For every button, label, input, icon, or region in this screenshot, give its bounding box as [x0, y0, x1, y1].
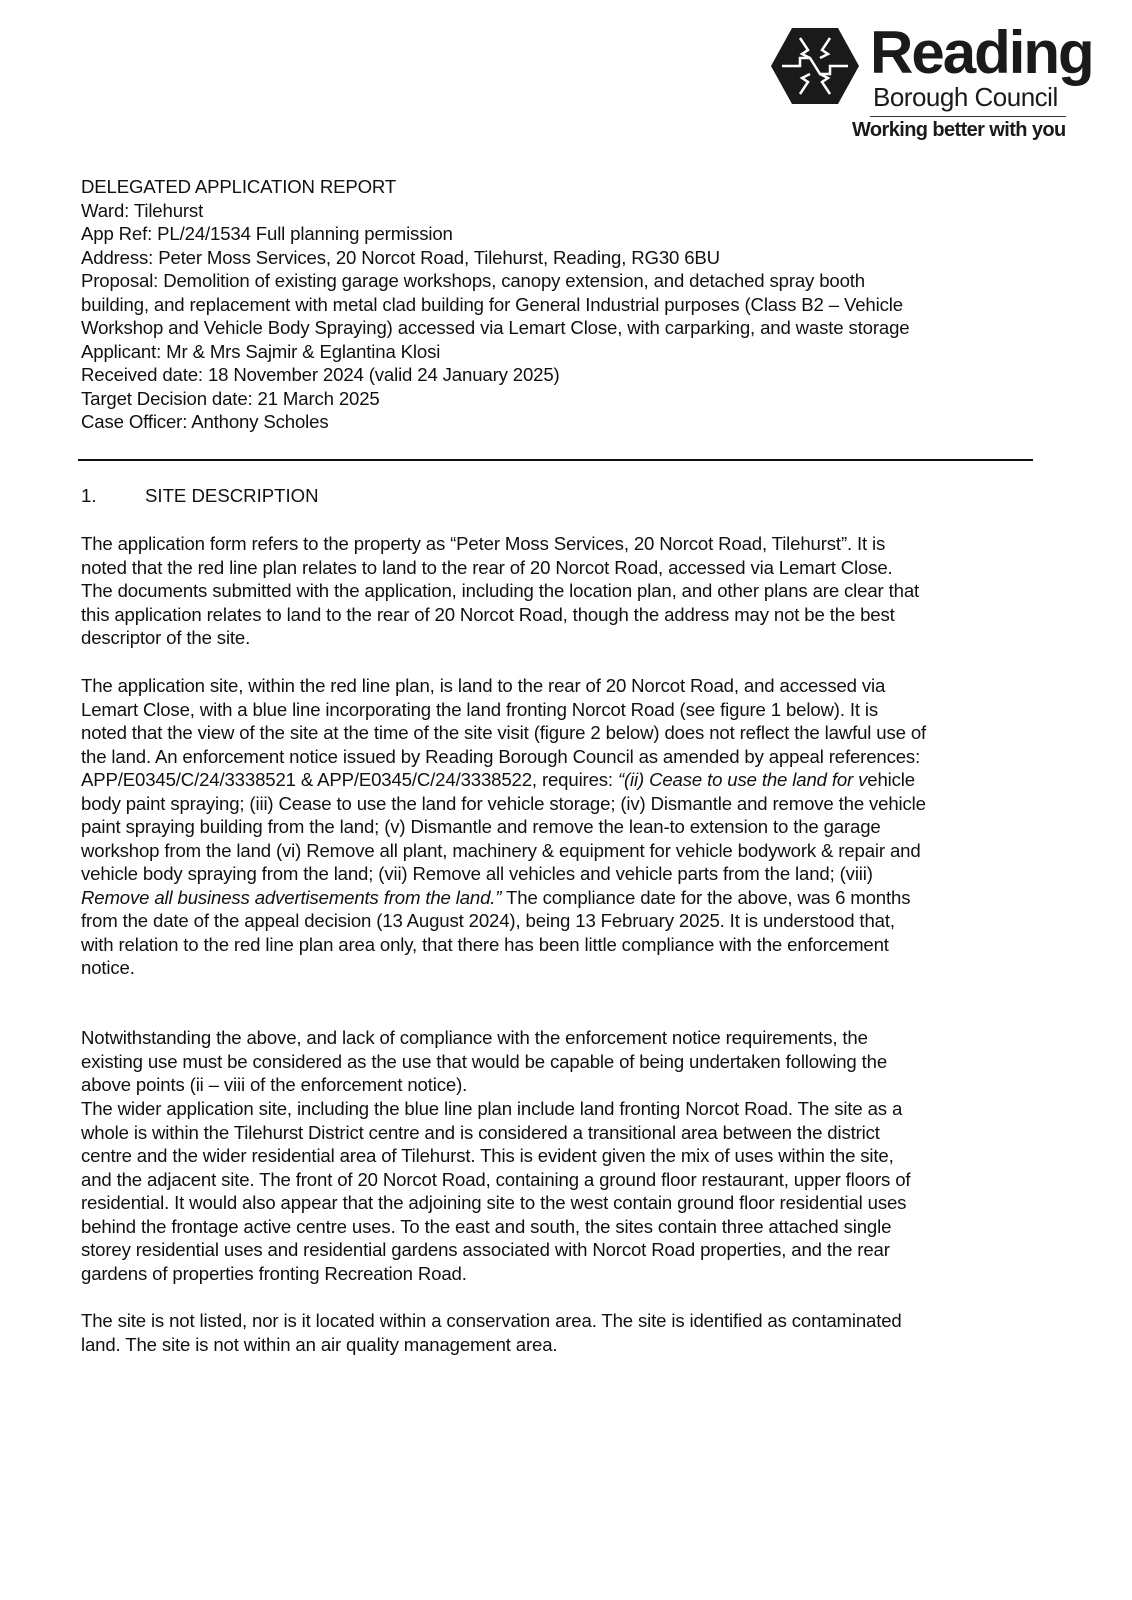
- logo-subtitle: Borough Council: [873, 82, 1058, 112]
- paragraph: [81, 532, 919, 650]
- text-segment: storey residential uses and residential gardens associated with Norcot Road properties, and the rear: [81, 1239, 890, 1260]
- text-line: [81, 1238, 910, 1262]
- text-segment: workshop from the land (vi) Remove all plant, machinery & equipment for vehicle bodywork & repair and: [81, 839, 921, 861]
- text-line: [81, 603, 919, 627]
- text-segment: centre and the wider residential area of Tilehurst. This is evident given the mix of uses within the site,: [81, 1145, 894, 1166]
- text-line: [81, 626, 919, 650]
- text-line: [81, 1050, 887, 1074]
- header-line: App Ref: PL/24/1534 Full planning permission: [81, 223, 453, 244]
- paragraph: [81, 1309, 902, 1356]
- header-line: Applicant: Mr & Mrs Sajmir & Eglantina Klosi: [81, 340, 441, 362]
- text-line: [81, 1097, 910, 1121]
- reading-borough-council-logo: [770, 19, 1093, 146]
- text-segment: the land. An enforcement notice issued by Reading Borough Council as amended by appeal references:: [81, 745, 921, 767]
- text-line: [81, 745, 926, 769]
- text-segment: body paint spraying; (iii) Cease to use the land for vehicle storage; (iv) Dismantle and remove the vehicle: [81, 792, 926, 814]
- text-line: [81, 674, 926, 698]
- text-line: [81, 698, 926, 722]
- logo-wordmark: Reading: [870, 19, 1093, 86]
- text-segment: from the date of the appeal decision (13 August 2024), being 13 February 2025. It is understood that,: [81, 910, 895, 931]
- text-line: [81, 1026, 887, 1050]
- text-segment: above points (ii – viii of the enforcement notice).: [81, 1074, 468, 1095]
- text-segment: gardens of properties fronting Recreation Road.: [81, 1262, 467, 1284]
- text-segment: with relation to the red line plan area only, that there has been little compliance with the enforcement: [81, 933, 889, 955]
- text-line: [81, 909, 926, 933]
- text-segment: vehicle body spraying from the land; (vii) Remove all vehicles and vehicle parts from the land; (viii): [81, 863, 873, 884]
- text-segment: The documents submitted with the application, including the location plan, and other plans are clear that: [81, 580, 920, 601]
- report-header: [81, 175, 909, 434]
- section-heading: [81, 485, 319, 507]
- header-line: Address: Peter Moss Services, 20 Norcot Road, Tilehurst, Reading, RG30 6BU: [81, 246, 720, 268]
- header-line: Proposal: Demolition of existing garage workshops, canopy extension, and detached spray booth: [81, 270, 866, 291]
- text-line: [81, 886, 926, 910]
- header-divider: [78, 459, 1033, 461]
- text-line: [81, 1333, 902, 1357]
- logo-tagline: Working better with you: [852, 119, 1066, 141]
- text-segment: The application form refers to the property as “Peter Moss Services, 20 Norcot Road, Tilehurst”. It is: [81, 533, 886, 554]
- header-line: Target Decision date: 21 March 2025: [81, 387, 380, 409]
- header-line: Case Officer: Anthony Scholes: [81, 411, 329, 432]
- header-line: Workshop and Vehicle Body Spraying) accessed via Lemart Close, with carparking, and waste storage: [81, 317, 910, 338]
- text-segment: descriptor of the site.: [81, 627, 251, 648]
- text-line: [81, 1121, 910, 1145]
- text-segment: Notwithstanding the above, and lack of compliance with the enforcement notice requirements, the: [81, 1027, 868, 1048]
- text-segment: paint spraying building from the land; (v) Dismantle and remove the lean-to extension to the garage: [81, 816, 881, 837]
- text-line: [81, 1215, 910, 1239]
- text-segment: behind the frontage active centre uses. To the east and south, the sites contain three attached single: [81, 1215, 892, 1237]
- text-line: [81, 1309, 902, 1333]
- text-segment: this application relates to land to the rear of 20 Norcot Road, though the address may not be the best: [81, 603, 895, 625]
- text-segment: The wider application site, including the blue line plan include land fronting Norcot Road. The site as a: [81, 1098, 903, 1119]
- text-line: [81, 933, 926, 957]
- text-segment: and the adjacent site. The front of 20 Norcot Road, containing a ground floor restaurant, upper floors of: [81, 1168, 911, 1190]
- paragraph: [81, 1097, 910, 1285]
- text-segment: The site is not listed, nor is it located within a conservation area. The site is identified as contaminated: [81, 1310, 902, 1331]
- text-line: [81, 1191, 910, 1215]
- text-line: [81, 721, 926, 745]
- text-segment: The application site, within the red line plan, is land to the rear of 20 Norcot Road, and accessed via: [81, 675, 886, 696]
- text-segment: notice.: [81, 957, 135, 978]
- text-line: [81, 768, 926, 792]
- paragraph: [81, 674, 926, 980]
- text-segment: land. The site is not within an air quality management area.: [81, 1333, 558, 1355]
- text-line: [81, 556, 919, 580]
- section-number: 1.: [81, 485, 97, 506]
- text-line: [81, 862, 926, 886]
- text-line: [81, 1144, 910, 1168]
- header-line: Received date: 18 November 2024 (valid 24 January 2025): [81, 364, 560, 385]
- section-title: SITE DESCRIPTION: [145, 485, 319, 506]
- text-line: [81, 1073, 887, 1097]
- quoted-text: Remove all business advertisements from the land.”: [81, 886, 502, 908]
- text-segment: Lemart Close, with a blue line incorporating the land fronting Norcot Road (see figure 1 below). It is: [81, 698, 879, 720]
- text-line: [81, 792, 926, 816]
- puzzle-hexagon-icon: [770, 26, 860, 106]
- logo-divider: [870, 116, 1066, 117]
- text-segment: The compliance date for the above, was 6 months: [501, 886, 911, 908]
- text-segment: APP/E0345/C/24/3338521 & APP/E0345/C/24/3338522, requires:: [81, 769, 618, 790]
- text-line: [81, 815, 926, 839]
- header-line: building, and replacement with metal clad building for General Industrial purposes (Class B2 – Vehicle: [81, 293, 903, 315]
- text-segment: noted that the red line plan relates to land to the rear of 20 Norcot Road, accessed via Lemart Close.: [81, 556, 893, 578]
- header-line: DELEGATED APPLICATION REPORT: [81, 176, 397, 197]
- header-line: Ward: Tilehurst: [81, 199, 204, 221]
- text-line: [81, 1168, 910, 1192]
- text-segment: ehicle: [867, 769, 915, 790]
- text-segment: residential. It would also appear that the adjoining site to the west contain ground floor residential uses: [81, 1192, 907, 1213]
- paragraph: [81, 1026, 887, 1097]
- text-line: [81, 956, 926, 980]
- text-segment: noted that the view of the site at the time of the site visit (figure 2 below) does not reflect the lawful use of: [81, 722, 927, 743]
- text-line: [81, 579, 919, 603]
- text-segment: existing use must be considered as the use that would be capable of being undertaken following the: [81, 1050, 888, 1072]
- text-line: [81, 1262, 910, 1286]
- text-line: [81, 532, 919, 556]
- quoted-text: “(ii) Cease to use the land for v: [617, 769, 868, 790]
- text-segment: whole is within the Tilehurst District centre and is considered a transitional area between the district: [81, 1121, 880, 1143]
- text-line: [81, 839, 926, 863]
